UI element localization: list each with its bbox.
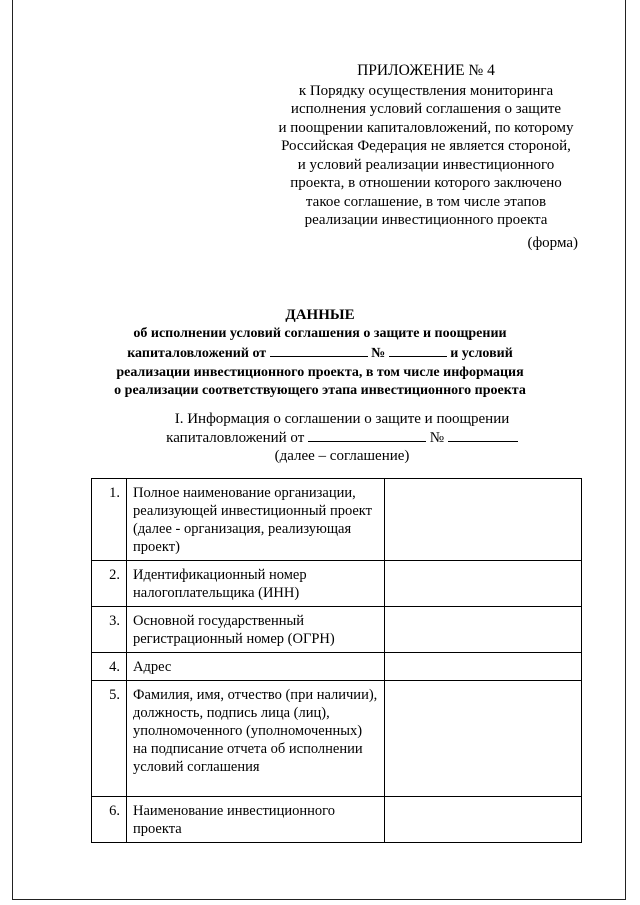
row-number: 4. — [92, 653, 127, 681]
row-label: Наименование инвестиционного проекта — [127, 797, 385, 843]
section-heading — [92, 410, 592, 465]
number-blank[interactable] — [389, 343, 447, 357]
row-value-cell[interactable] — [385, 653, 582, 681]
row-label: Идентификационный номер налогоплательщика (ИНН) — [127, 561, 385, 607]
heading-line: реализации инвестиционного проекта, в том числе информация — [116, 364, 524, 380]
heading-line-with-blanks — [60, 343, 580, 364]
date-blank[interactable] — [308, 428, 426, 442]
heading-line: об исполнении условий соглашения о защите и поощрении — [133, 325, 507, 341]
appendix-line: исполнения условий соглашения о защите — [290, 101, 562, 117]
appendix-line: и поощрении капиталовложений, по которому — [278, 119, 574, 136]
number-sign: № — [429, 430, 445, 446]
table-row — [92, 561, 582, 607]
appendix-line: к Порядку осуществления мониторинга — [298, 82, 554, 99]
appendix-block — [268, 62, 584, 230]
row-label: Адрес — [127, 653, 385, 681]
heading-title: ДАННЫЕ — [285, 307, 355, 323]
row-label: Основной государственный регистрационный номер (ОГРН) — [127, 607, 385, 653]
form-label: (форма) — [527, 235, 578, 251]
appendix-line: такое соглашение, в том числе этапов — [305, 193, 547, 210]
appendix-line: и условий реализации инвестиционного — [297, 156, 555, 173]
row-value-cell[interactable] — [385, 479, 582, 561]
row-value-cell[interactable] — [385, 681, 582, 797]
row-label: Полное наименование организации, реализующей инвестиционный проект (далее - организация, реализующая проект) — [127, 479, 385, 561]
appendix-line: реализации инвестиционного проекта — [304, 212, 548, 228]
row-value-cell[interactable] — [385, 797, 582, 843]
number-sign: № — [371, 346, 386, 361]
row-number: 3. — [92, 607, 127, 653]
document-heading — [60, 306, 580, 401]
appendix-line: Российская Федерация не является стороной, — [281, 138, 571, 154]
row-number: 6. — [92, 797, 127, 843]
appendix-title: ПРИЛОЖЕНИЕ № 4 — [357, 62, 495, 79]
heading-line: о реализации соответствующего этапа инвестиционного проекта — [114, 383, 526, 398]
row-label: Фамилия, имя, отчество (при наличии), должность, подпись лица (лиц), уполномоченного (уполномоченных) на подписание отчета об исполнении условий соглашения — [127, 681, 385, 797]
date-blank[interactable] — [270, 343, 368, 357]
table-row — [92, 797, 582, 843]
row-number: 1. — [92, 479, 127, 561]
agreement-info-table — [91, 478, 582, 843]
section-line-with-blanks — [92, 428, 592, 447]
row-number: 5. — [92, 681, 127, 797]
section-title: I. Информация о соглашении о защите и поощрении — [174, 411, 510, 427]
table-row — [92, 681, 582, 797]
table-row — [92, 653, 582, 681]
heading-text: капиталовложений от — [127, 346, 267, 361]
section-note: (далее – соглашение) — [274, 448, 410, 464]
row-value-cell[interactable] — [385, 561, 582, 607]
heading-text: и условий — [450, 346, 513, 361]
number-blank[interactable] — [448, 428, 518, 442]
table-row — [92, 479, 582, 561]
row-value-cell[interactable] — [385, 607, 582, 653]
appendix-line: проекта, в отношении которого заключено — [290, 175, 562, 191]
row-number: 2. — [92, 561, 127, 607]
section-text: капиталовложений от — [166, 430, 305, 446]
table-row — [92, 607, 582, 653]
